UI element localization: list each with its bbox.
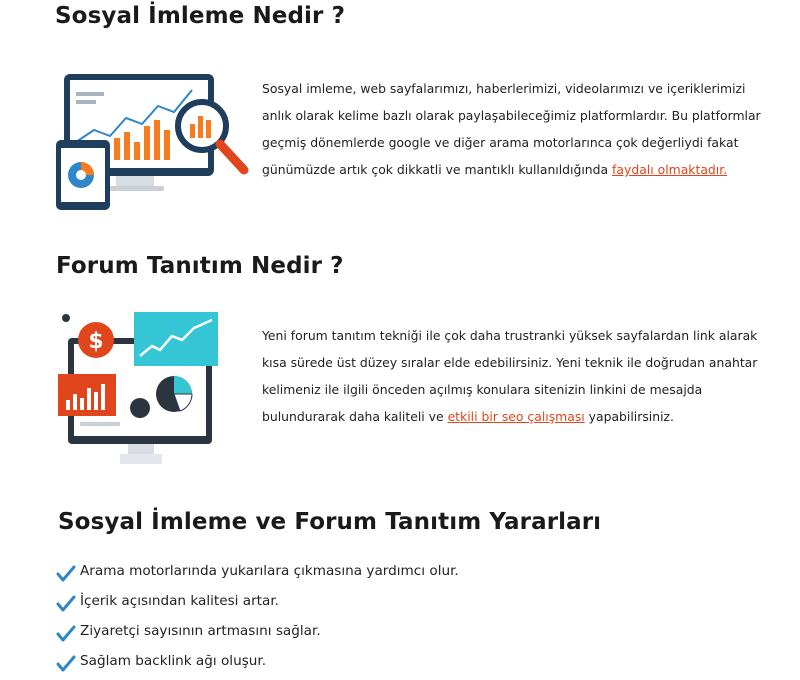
list-item-text: İçerik açısından kalitesi artar. bbox=[80, 593, 279, 609]
section-title-social-bookmarking: Sosyal İmleme Nedir ? bbox=[55, 3, 346, 29]
section-title-benefits: Sosyal İmleme ve Forum Tanıtım Yararları bbox=[58, 509, 602, 535]
benefits-list bbox=[56, 556, 459, 676]
analytics-monitor-tablet-magnifier-icon bbox=[52, 72, 252, 212]
paragraph-text: Sosyal imleme, web sayfalarımızı, haberlerimizi, videolarımızı ve içeriklerimizi anlık olarak kelime bazlı olarak paylaşabileceğimiz platformlardır. Bu platformlar geçmiş dönemlerde google ve diğer arama motorlarınca çok değerliydi fakat günümüzde artık çok dikkatli ve mantıklı kullanıldığında bbox=[262, 81, 761, 177]
section-text-forum-promotion bbox=[262, 322, 762, 430]
link-etkili-seo[interactable]: etkili bir seo çalışması bbox=[447, 409, 585, 424]
list-item bbox=[56, 616, 459, 646]
paragraph-text-end: yapabilirsiniz. bbox=[584, 409, 674, 424]
link-faydali[interactable]: faydalı olmaktadır. bbox=[612, 162, 728, 177]
checkmark-icon bbox=[56, 654, 76, 674]
list-item-text: Ziyaretçi sayısının artmasını sağlar. bbox=[80, 623, 321, 639]
section-text-social-bookmarking bbox=[262, 75, 762, 183]
dashboard-dollar-charts-icon bbox=[56, 310, 226, 468]
list-item bbox=[56, 586, 459, 616]
paragraph-text: Yeni forum tanıtım tekniği ile çok daha trustranki yüksek sayfalardan link alarak kısa sürede üst düzey sıralar elde edebilirsiniz. Yeni teknik ile doğrudan anahtar kelimeniz ile ilgili önceden açılmış konulara sitenizin linkini de mesajda bulundurarak daha kaliteli ve bbox=[262, 328, 758, 424]
list-item bbox=[56, 646, 459, 676]
list-item-text: Sağlam backlink ağı oluşur. bbox=[80, 653, 267, 669]
list-item bbox=[56, 556, 459, 586]
checkmark-icon bbox=[56, 594, 76, 614]
svg-text:$: $ bbox=[88, 329, 104, 354]
checkmark-icon bbox=[56, 624, 76, 644]
section-title-forum-promotion: Forum Tanıtım Nedir ? bbox=[56, 253, 344, 279]
list-item-text: Arama motorlarında yukarılara çıkmasına yardımcı olur. bbox=[80, 563, 459, 579]
checkmark-icon bbox=[56, 564, 76, 584]
